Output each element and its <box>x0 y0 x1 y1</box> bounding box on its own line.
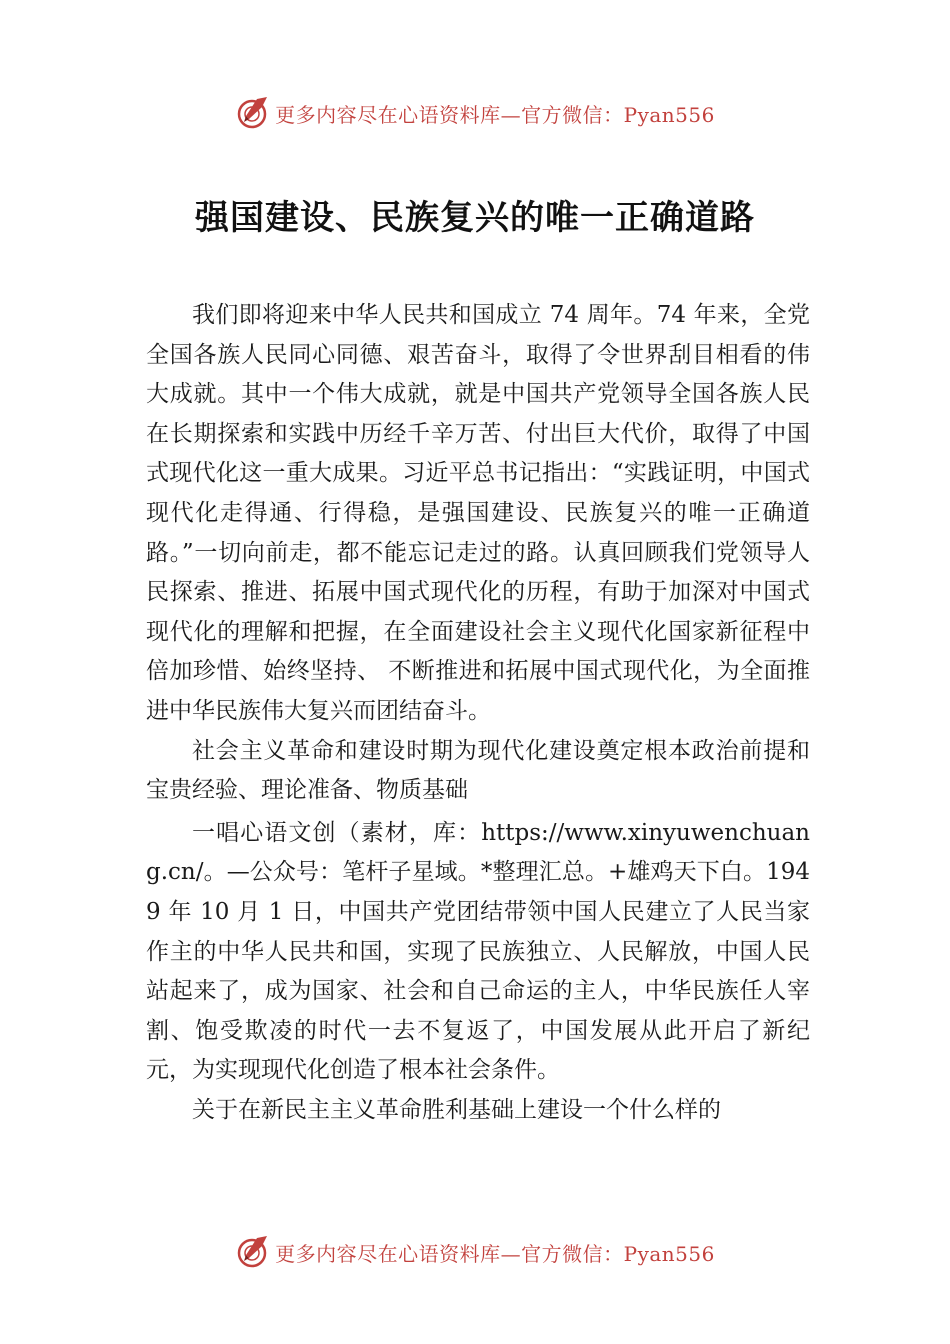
banner-text: 更多内容尽在心语资料库—官方微信：Pyan556 <box>275 1241 715 1266</box>
document-title: 强国建设、民族复兴的唯一正确道路 <box>195 198 755 238</box>
paragraph: 关于在新民主主义革命胜利基础上建设一个什么样的 <box>192 1096 721 1123</box>
pen-circle-icon <box>235 95 271 131</box>
pen-circle-icon <box>235 1234 271 1270</box>
banner-text: 更多内容尽在心语资料库—官方微信：Pyan556 <box>275 102 715 127</box>
document-body <box>146 296 810 1130</box>
section-heading: 社会主义革命和建设时期为现代化建设奠定根本政治前提和宝贵经验、理论准备、物质基础 <box>146 737 810 804</box>
paragraph: 我们即将迎来中华人民共和国成立 74 周年。74 年来，全党全国各族人民同心同德、艰苦奋斗，取得了令世界刮目相看的伟大成就。其中一个伟大成就，就是中国共产党领导全国各族人民在长期探索和实践中历经千辛万苦、付出巨大代价，取得了中国式现代化这一重大成果。习近平总书记指出：“实践证明，中国式现代化走得通、行得稳，是强国建设、民族复兴的唯一正确道路。”一切向前走，都不能忘记走过的路。认真回顾我们党领导人民探索、推进、拓展中国式现代化的历程，有助于加深对中国式现代化的理解和把握，在全面建设社会主义现代化国家新征程中倍加珍惜、始终坚持、 不断推进和拓展中国式现代化，为全面推进中华民族伟大复兴而团结奋斗。 <box>146 302 810 724</box>
footer-banner <box>0 1232 950 1272</box>
header-banner <box>0 93 950 133</box>
paragraph: 一唱心语文创（素材，库：https://www.xinyuwenchuang.cn/。—公众号：笔杆子星域。*整理汇总。+雄鸡天下白。1949 年 10 月 1 日，中国共产党团结带领中国人民建立了人民当家作主的中华人民共和国，实现了民族独立、人民解放，中国人民站起来了，成为国家、社会和自己命运的主人，中华民族任人宰割、饱受欺凌的时代一去不复返了，中国发展从此开启了新纪元，为实现现代化创造了根本社会条件。 <box>146 819 810 1084</box>
